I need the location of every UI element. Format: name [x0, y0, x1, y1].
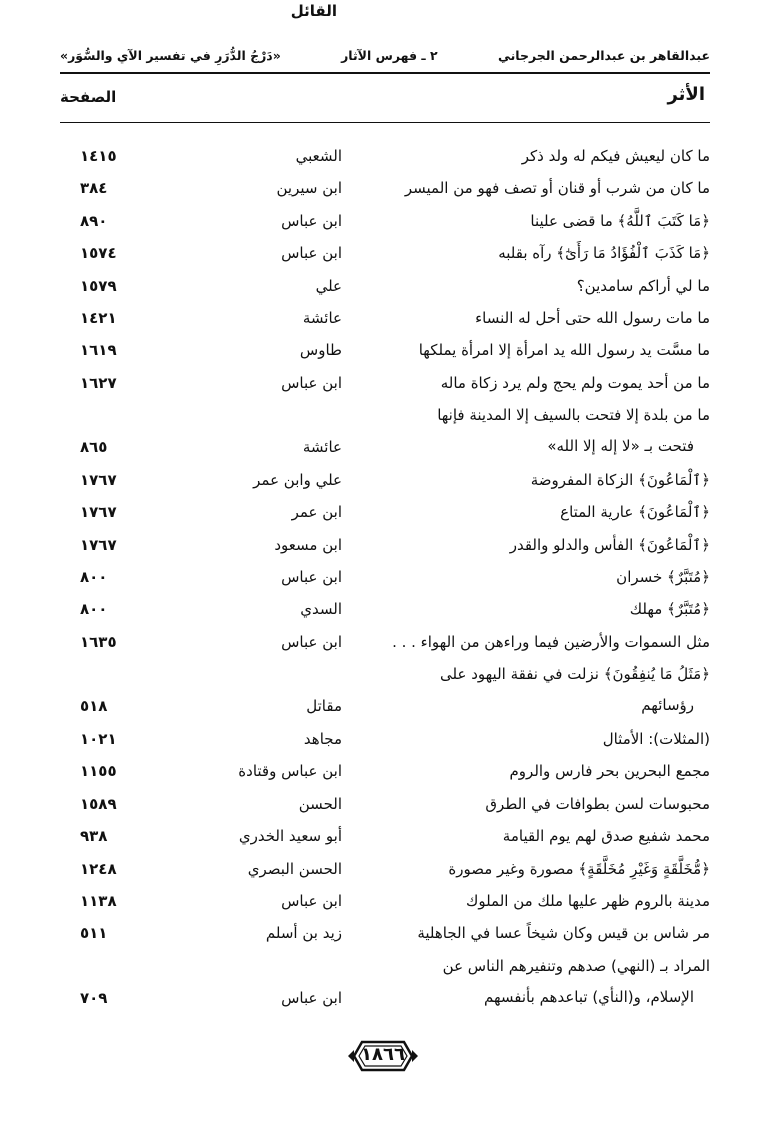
- qail-name: الحسن: [298, 794, 342, 813]
- page-reference: ١٧٦٧: [80, 535, 117, 554]
- page-reference: ١١٥٥: [80, 762, 117, 781]
- running-head-section: ٢ ـ فهرس الآثار: [341, 47, 438, 63]
- column-header-athar: الأثر: [667, 84, 705, 105]
- index-row: [60, 793, 710, 825]
- page-number-badge: [348, 1038, 418, 1074]
- index-row: [60, 955, 710, 1020]
- athar-line: ما من أحد يموت ولم يحج ولم يرد زكاة ماله: [440, 373, 710, 392]
- page-reference: ٩٣٨: [80, 827, 108, 846]
- page-reference: ١٥٨٩: [80, 794, 117, 813]
- athar-line: ما لي أراكم سامدين؟: [576, 276, 710, 295]
- athar-text: [448, 860, 710, 878]
- page-reference: ٨٠٠: [80, 600, 108, 619]
- athar-text: [522, 147, 710, 165]
- column-header-rule: [60, 122, 710, 123]
- page-reference: ٣٨٤: [80, 179, 108, 198]
- running-head-author: عبدالقاهر بن عبدالرحمن الجرجاني: [497, 47, 710, 63]
- index-row: [60, 339, 710, 371]
- qail-name: عائشة: [302, 438, 342, 457]
- qail-name: ابن عباس: [281, 892, 342, 911]
- page-reference: ١٥٧٤: [80, 244, 117, 263]
- index-row: [60, 566, 710, 598]
- qail-name: ابن سيرين: [276, 179, 342, 198]
- index-row: [60, 275, 710, 307]
- athar-text: [466, 892, 710, 910]
- athar-text: [485, 795, 710, 813]
- athar-text: [440, 665, 710, 714]
- index-row: [60, 598, 710, 630]
- index-row: [60, 825, 710, 857]
- athar-line: مجمع البحرين بحر فارس والروم: [509, 762, 710, 781]
- athar-line: مدينة بالروم ظهر عليها ملك من الملوك: [465, 892, 710, 911]
- index-row: [60, 307, 710, 339]
- athar-text: [616, 568, 710, 586]
- athar-line: ما كان ليعيش فيكم له ولد ذكر: [521, 147, 710, 165]
- index-row: [60, 404, 710, 469]
- page-reference: ٨٦٥: [80, 438, 108, 457]
- page-reference: ٨٩٠: [80, 211, 108, 230]
- page-reference: ١٤٢١: [80, 308, 117, 327]
- page-reference: ١١٣٨: [80, 892, 117, 911]
- qail-name: ابن عباس: [281, 632, 342, 651]
- athar-text: [405, 179, 710, 197]
- page-number: ١٨٦٦: [361, 1044, 405, 1065]
- athar-line: ﴿مُتَبَّرٌ﴾ خسران: [616, 568, 710, 587]
- athar-line: ما مسَّت يد رسول الله يد امرأة إلا امرأة يملكها: [418, 341, 710, 360]
- page-reference: ٥١١: [80, 924, 108, 943]
- index-row: [60, 145, 710, 177]
- athar-line: ﴿مُتَبَّرٌ﴾ مهلك: [629, 600, 710, 619]
- page-reference: ١٠٢١: [80, 730, 117, 749]
- athar-text: [530, 212, 710, 230]
- qail-name: طاوس: [299, 341, 342, 360]
- qail-name: ابن عباس: [281, 373, 342, 392]
- qail-name: زيد بن أسلم: [265, 924, 342, 943]
- qail-name: الحسن البصري: [247, 859, 342, 878]
- index-row: [60, 534, 710, 566]
- index-row: [60, 663, 710, 728]
- page-reference: ٨٠٠: [80, 568, 108, 587]
- athar-text: [417, 924, 710, 942]
- page-reference: ٥١٨: [80, 697, 108, 716]
- athar-text: [603, 730, 710, 748]
- athar-line: ﴿ٱلْمَاعُونَ﴾ عارية المتاع: [560, 503, 710, 522]
- athar-line: المراد بـ (النهي) صدهم وتنفيرهم الناس عن: [442, 956, 710, 975]
- index-row: [60, 760, 710, 792]
- athar-line: مر شاس بن قيس وكان شيخاً عسا في الجاهلية: [417, 924, 710, 943]
- athar-text: [510, 762, 710, 780]
- athar-text: [392, 633, 710, 651]
- athar-line: ﴿مُّخَلَّقَةٍ وَغَيْرِ مُخَلَّقَةٍ﴾ مصورة وغير مصورة: [448, 859, 710, 878]
- index-row: [60, 242, 710, 274]
- page-reference: ١٦٢٧: [80, 373, 117, 392]
- index-entries: [60, 145, 710, 1020]
- page-reference: ١٤١٥: [80, 147, 117, 165]
- qail-name: عائشة: [302, 308, 342, 327]
- athar-line: (المثلات): الأمثال: [602, 730, 710, 749]
- athar-line: ما من بلدة إلا فتحت بالسيف إلا المدينة فإنها: [437, 406, 710, 425]
- qail-name: ابن عباس: [281, 568, 342, 587]
- page-reference: ٧٠٩: [80, 988, 108, 1007]
- athar-line: ﴿مَثَلُ مَا يُنفِقُونَ﴾ نزلت في نفقة اليهود على: [440, 665, 710, 684]
- qail-name: السدي: [300, 600, 342, 619]
- column-header-qail: القائل: [290, 2, 337, 20]
- index-row: [60, 177, 710, 209]
- athar-text: [560, 503, 710, 521]
- index-row: [60, 858, 710, 890]
- athar-text: [419, 341, 710, 359]
- athar-text: [441, 374, 710, 392]
- athar-text: [630, 600, 710, 618]
- athar-text: [503, 827, 710, 845]
- index-row: [60, 469, 710, 501]
- qail-name: مقاتل: [306, 697, 342, 716]
- qail-name: علي: [315, 276, 342, 295]
- qail-name: ابن عمر: [291, 503, 342, 522]
- qail-name: علي وابن عمر: [253, 470, 342, 489]
- header-rule: [60, 72, 710, 74]
- athar-line-continued: رؤسائهم: [641, 696, 694, 715]
- qail-name: مجاهد: [303, 730, 342, 749]
- index-row: [60, 501, 710, 533]
- athar-text: [531, 471, 710, 489]
- page-reference: ١٦١٩: [80, 341, 117, 360]
- index-row: [60, 372, 710, 404]
- qail-name: أبو سعيد الخدري: [238, 827, 342, 846]
- qail-name: ابن مسعود: [274, 535, 342, 554]
- running-head: [60, 44, 710, 66]
- index-row: [60, 210, 710, 242]
- athar-line: ﴿مَا كَتَبَ ٱللَّهُ﴾ ما قضى علينا: [530, 211, 710, 230]
- athar-line: ما مات رسول الله حتى أحل له النساء: [475, 308, 710, 327]
- qail-name: ابن عباس: [281, 244, 342, 263]
- qail-name: ابن عباس وقتادة: [238, 762, 342, 781]
- page-reference: ١٧٦٧: [80, 470, 117, 489]
- page-reference: ١٥٧٩: [80, 276, 117, 295]
- athar-text: [577, 277, 710, 295]
- running-head-book-title: «دَرْجُ الدُّرَرِ في تفسير الآي والسُّوَر»: [60, 47, 281, 63]
- index-row: [60, 922, 710, 954]
- athar-line: مثل السموات والأرضين فيما وراءهن من الهواء . . .: [392, 632, 710, 651]
- qail-name: ابن عباس: [281, 211, 342, 230]
- athar-text: [510, 536, 710, 554]
- athar-line: ما كان من شرب أو قنان أو تصف فهو من الميسر: [404, 179, 710, 198]
- athar-text: [498, 244, 710, 262]
- page-reference: ١٦٣٥: [80, 632, 117, 651]
- athar-line: ﴿ٱلْمَاعُونَ﴾ الفأس والدلو والقدر: [509, 535, 710, 554]
- qail-name: ابن عباس: [281, 988, 342, 1007]
- athar-line-continued: فتحت بـ «لا إله إلا الله»: [547, 437, 694, 456]
- column-header-page: الصفحة: [60, 88, 117, 106]
- qail-name: الشعبي: [295, 147, 342, 165]
- athar-text: [475, 309, 710, 327]
- index-row: [60, 728, 710, 760]
- athar-line: محبوسات لسن بطوافات في الطرق: [485, 794, 710, 813]
- index-row: [60, 890, 710, 922]
- index-row: [60, 631, 710, 663]
- page-reference: ١٧٦٧: [80, 503, 117, 522]
- athar-line: ﴿ٱلْمَاعُونَ﴾ الزكاة المفروضة: [530, 470, 710, 489]
- page-reference: ١٢٤٨: [80, 859, 117, 878]
- athar-text: [443, 957, 710, 1006]
- athar-line: محمد شفيع صدق لهم يوم القيامة: [502, 827, 710, 846]
- athar-text: [437, 406, 710, 455]
- athar-line-continued: الإسلام، و(النأي) تباعدهم بأنفسهم: [484, 987, 694, 1006]
- athar-line: ﴿مَا كَذَبَ ٱلْفُؤَادُ مَا رَأَىٰٓ﴾ رآه بقلبه: [498, 244, 710, 263]
